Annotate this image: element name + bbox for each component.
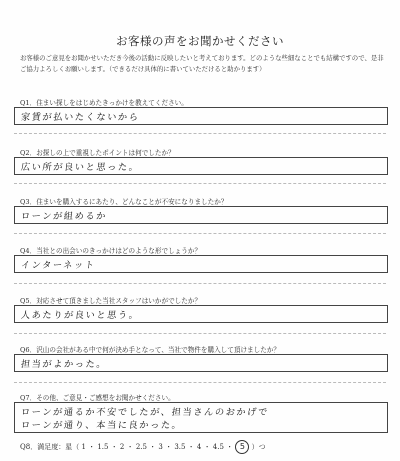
answer-1-handwriting: 家賃が払いたくないから bbox=[20, 112, 141, 123]
separator bbox=[14, 133, 386, 134]
question-7-label: Q7．その他、ご意見・ご感想をお聞かせください。 bbox=[20, 394, 175, 402]
answer-2-box bbox=[14, 157, 388, 175]
separator bbox=[14, 382, 386, 383]
answer-3-handwriting: ローンが組めるか bbox=[20, 211, 108, 222]
answer-3-box bbox=[14, 206, 388, 224]
answer-1-box bbox=[14, 107, 388, 125]
rating-suffix: ）つ bbox=[251, 443, 266, 451]
answer-5-handwriting: 人あたりが良いと思う。 bbox=[20, 310, 141, 321]
rating-label: Q8．満足度：星（ bbox=[20, 443, 80, 451]
answer-4-box bbox=[14, 255, 388, 273]
intro-text: お客様のご意見をお聞かせいただき今後の活動に反映したいと考えております。どのような些細なことでも結構ですので、是非ご協力よろしくお願いします。（できるだけ具体的に書いていただけると助かります） bbox=[20, 54, 384, 73]
answer-7-handwriting-line-1: ローンが通るか不安でしたが、担当さんのおかげで bbox=[20, 407, 270, 418]
separator bbox=[14, 283, 386, 284]
answer-2-handwriting: 広い所が良いと思った。 bbox=[20, 162, 141, 173]
separator bbox=[14, 233, 386, 234]
rating-selected-circle: 5 bbox=[235, 440, 249, 454]
rating-scale: 1 ・ 1.5 ・ 2 ・ 2.5 ・ 3 ・ 3.5 ・ 4 ・ 4.5 ・ bbox=[81, 443, 234, 451]
separator bbox=[14, 183, 386, 184]
satisfaction-rating bbox=[20, 440, 390, 454]
answer-7-handwriting-line-2: ローンが通り、本当に良かった。 bbox=[20, 420, 184, 431]
question-1-label: Q1．住まい探しをはじめたきっかけを教えてください。 bbox=[20, 99, 188, 107]
answer-6-handwriting: 担当がよかった。 bbox=[20, 359, 108, 370]
answer-4-handwriting: インターネット bbox=[20, 260, 97, 271]
answer-5-box bbox=[14, 305, 388, 323]
question-2-label: Q2．お探しの上で重視したポイントは何でしたか？ bbox=[20, 149, 175, 157]
separator bbox=[14, 333, 386, 334]
page-title: お客様の声をお聞かせください bbox=[116, 34, 284, 48]
answer-7-box bbox=[14, 402, 388, 433]
question-4-label: Q4．当社との出会いのきっかけはどのような形でしょうか？ bbox=[20, 247, 202, 255]
question-6-label: Q6．沢山の会社がある中で何が決め手となって、当社で物件を購入して頂けましたか？ bbox=[20, 346, 281, 354]
question-5-label: Q5．対応させて頂きました当社スタッフはいかがでしたか？ bbox=[20, 297, 202, 305]
question-3-label: Q3．住まいを購入するにあたり、どんなことが不安になりましたか？ bbox=[20, 198, 228, 206]
answer-6-box bbox=[14, 354, 388, 372]
